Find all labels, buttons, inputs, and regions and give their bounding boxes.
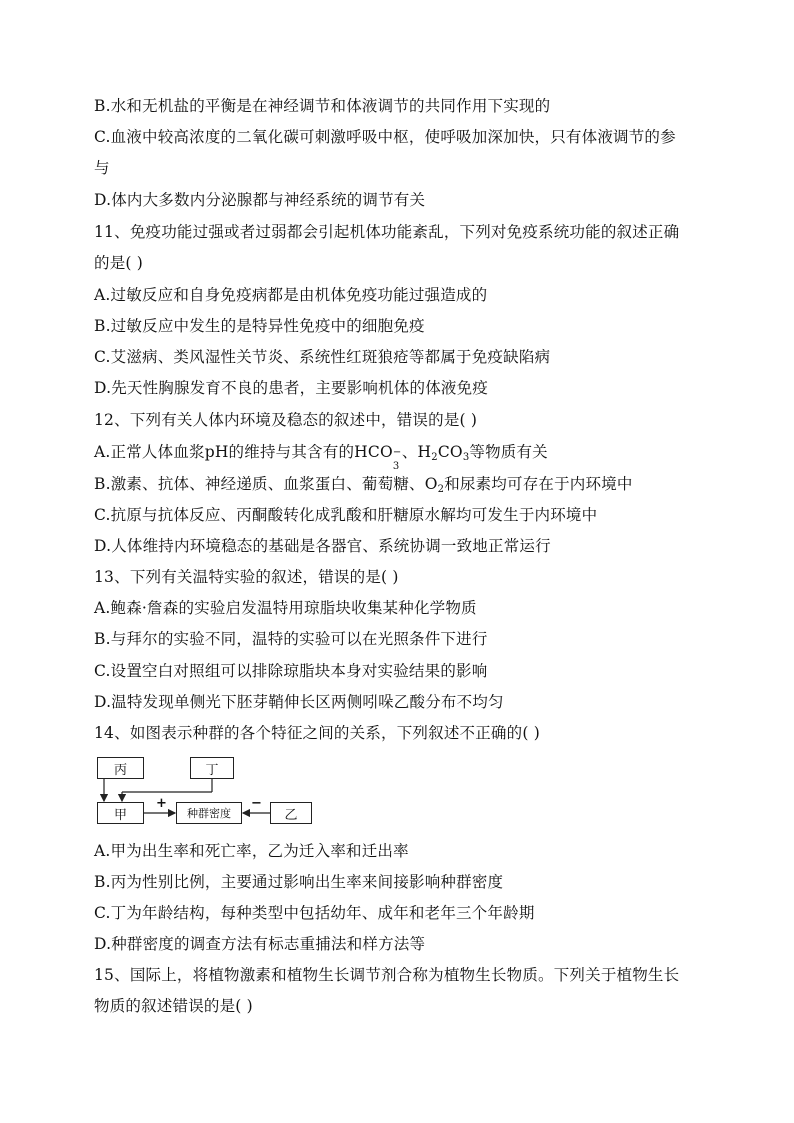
- q13-option-d: D.温特发现单侧光下胚芽鞘伸长区两侧吲哚乙酸分布不均匀: [94, 693, 504, 711]
- q10-option-c-line2: 与: [94, 159, 110, 177]
- q15-stem-line2: 物质的叙述错误的是( ): [94, 997, 253, 1015]
- q10-option-c-line1: C.血液中较高浓度的二氧化碳可刺激呼吸中枢，使呼吸加深加快，只有体液调节的参: [94, 128, 676, 146]
- q11-option-d: D.先天性胸腺发育不良的患者，主要影响机体的体液免疫: [94, 379, 489, 397]
- q14-option-a: A.甲为出生率和死亡率，乙为迁入率和迁出率: [94, 842, 409, 860]
- q11-stem-line2: 的是( ): [94, 254, 144, 272]
- q11-stem-line1: 11、免疫功能过强或者过弱都会引起机体功能紊乱，下列对免疫系统功能的叙述正确: [94, 223, 680, 241]
- box-bing: 丙: [97, 757, 144, 779]
- box-ding: 丁: [190, 757, 234, 779]
- q11-option-b: B.过敏反应中发生的是特异性免疫中的细胞免疫: [94, 317, 425, 335]
- q13-option-b: B.与拜尔的实验不同，温特的实验可以在光照条件下进行: [94, 630, 488, 648]
- q14-option-d: D.种群密度的调查方法有标志重捕法和样方法等: [94, 935, 426, 953]
- q14-option-b: B.丙为性别比例，主要通过影响出生率来间接影响种群密度: [94, 873, 504, 891]
- q11-option-c: C.艾滋病、类风湿性关节炎、系统性红斑狼疮等都属于免疫缺陷病: [94, 348, 551, 366]
- q13-option-c: C.设置空白对照组可以排除琼脂块本身对实验结果的影响: [94, 662, 488, 680]
- box-yi: 乙: [270, 802, 312, 824]
- plus-sign: +: [156, 796, 167, 811]
- q10-option-b: B.水和无机盐的平衡是在神经调节和体液调节的共同作用下实现的: [94, 97, 551, 115]
- q11-option-a: A.过敏反应和自身免疫病都是由机体免疫功能过强造成的: [94, 286, 488, 304]
- q12-option-c: C.抗原与抗体反应、丙酮酸转化成乳酸和肝糖原水解均可发生于内环境中: [94, 506, 598, 524]
- box-population-density: 种群密度: [176, 802, 242, 824]
- q14-option-c: C.丁为年龄结构，每种类型中包括幼年、成年和老年三个年龄期: [94, 904, 535, 922]
- box-jia: 甲: [97, 802, 144, 824]
- q15-stem-line1: 15、国际上，将植物激素和植物生长调节剂合称为植物生长物质。下列关于植物生长: [94, 966, 680, 984]
- q12-option-b: B.激素、抗体、神经递质、血浆蛋白、葡萄糖、$O_2$和尿素均可存在于内环境中: [94, 475, 633, 495]
- q14-stem: 14、如图表示种群的各个特征之间的关系，下列叙述不正确的( ): [94, 724, 540, 742]
- q12-option-d: D.人体维持内环境稳态的基础是各器官、系统协调一致地正常运行: [94, 537, 551, 555]
- q13-stem: 13、下列有关温特实验的叙述，错误的是( ): [94, 568, 399, 586]
- q13-option-a: A.鲍森·詹森的实验启发温特用琼脂块收集某种化学物质: [94, 599, 477, 617]
- minus-sign: −: [251, 796, 262, 811]
- q12-stem: 12、下列有关人体内环境及稳态的叙述中，错误的是( ): [94, 411, 478, 429]
- q10-option-d: D.体内大多数内分泌腺都与神经系统的调节有关: [94, 191, 426, 209]
- q12-option-a: A.正常人体血浆pH的维持与其含有的HCO − 3 、$H_2CO_3$等物质有关: [94, 443, 548, 472]
